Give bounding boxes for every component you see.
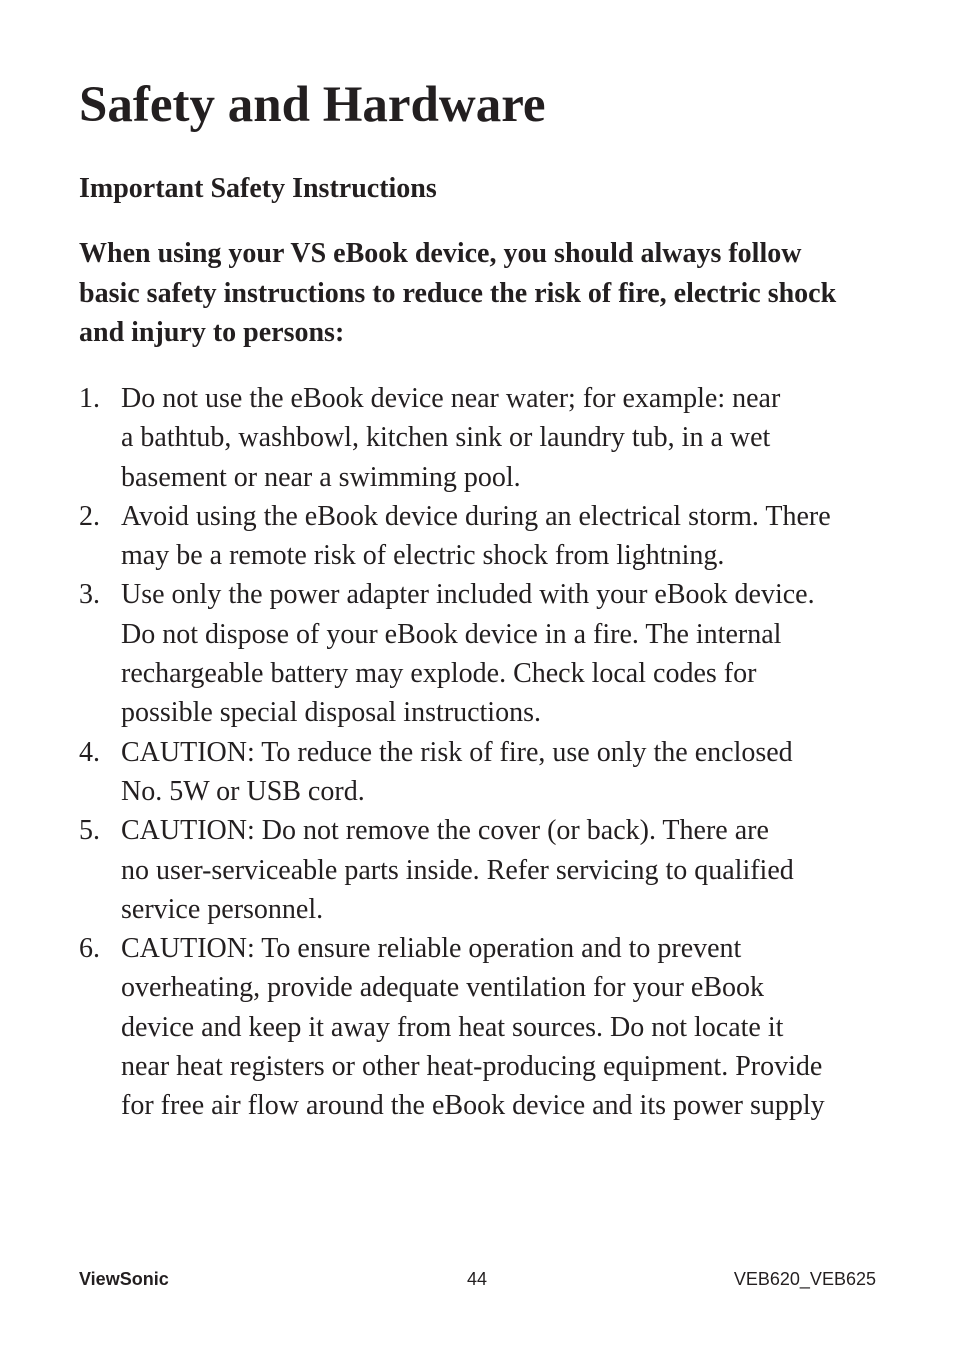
intro-paragraph — [79, 234, 836, 353]
item-line: possible special disposal instructions. — [121, 697, 541, 729]
item-line: for free air flow around the eBook device and its power supply — [121, 1090, 825, 1122]
item-number: 1. — [79, 383, 100, 414]
list-item — [79, 497, 831, 576]
list-item — [79, 379, 831, 497]
page-title: Safety and Hardware — [79, 77, 546, 133]
page-number: 44 — [467, 1269, 488, 1289]
item-line: Do not use the eBook device near water; for example: near — [121, 383, 781, 414]
item-line: may be a remote risk of electric shock from lightning. — [121, 540, 725, 572]
item-line: basement or near a swimming pool. — [121, 461, 521, 493]
item-line: CAUTION: To reduce the risk of fire, use only the enclosed — [121, 736, 793, 768]
item-number: 6. — [79, 933, 100, 965]
item-number: 5. — [79, 815, 100, 847]
item-number: 3. — [79, 579, 100, 611]
item-number: 4. — [79, 736, 100, 768]
item-line: no user-serviceable parts inside. Refer servicing to qualified — [121, 854, 794, 886]
item-line: overheating, provide adequate ventilation for your eBook — [121, 972, 765, 1004]
list-item — [79, 733, 831, 812]
item-line: Avoid using the eBook device during an electrical storm. There — [121, 500, 831, 532]
item-line: Use only the power adapter included with your eBook device. — [121, 579, 815, 611]
item-line: service personnel. — [121, 893, 324, 925]
item-line: Do not dispose of your eBook device in a fire. The internal — [121, 618, 782, 650]
intro-line: basic safety instructions to reduce the risk of fire, electric shock — [79, 277, 837, 309]
footer-brand: ViewSonic — [79, 1269, 169, 1289]
list-item — [79, 929, 831, 1125]
intro-line: and injury to persons: — [79, 317, 345, 348]
footer-model: VEB620_VEB625 — [733, 1269, 876, 1289]
item-line: a bathtub, washbowl, kitchen sink or laundry tub, in a wet — [121, 422, 771, 454]
safety-instructions-list — [79, 379, 831, 1126]
item-line: No. 5W or USB cord. — [121, 775, 365, 807]
item-line: rechargeable battery may explode. Check local codes for — [121, 658, 757, 690]
item-line: near heat registers or other heat-producing equipment. Provide — [121, 1051, 823, 1083]
list-item — [79, 811, 831, 929]
item-line: CAUTION: To ensure reliable operation and to prevent — [121, 933, 742, 965]
item-number: 2. — [79, 500, 100, 532]
item-line: CAUTION: Do not remove the cover (or back). There are — [121, 815, 769, 847]
list-item — [79, 575, 831, 732]
item-line: device and keep it away from heat sources. Do not locate it — [121, 1011, 784, 1043]
intro-line: When using your VS eBook device, you should always follow — [79, 238, 802, 269]
section-heading: Important Safety Instructions — [79, 173, 437, 204]
